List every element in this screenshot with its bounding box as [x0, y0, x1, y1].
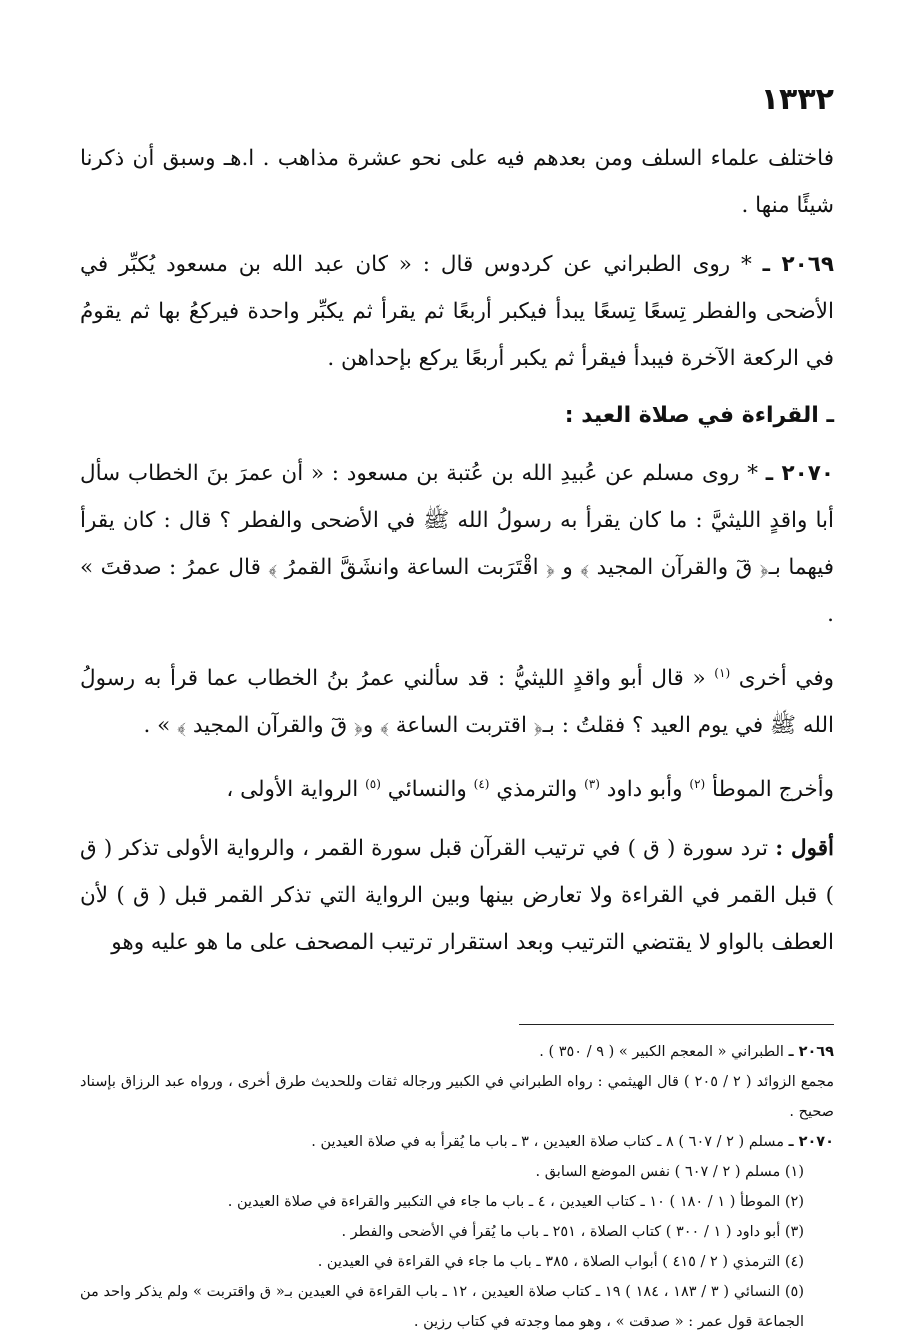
- footnote-4: (٤) الترمذي ( ٢ / ٤١٥ ) أبواب الصلاة ، ٣٨٥ ـ باب ما جاء في القراءة في العيدين .: [317, 1254, 804, 1271]
- footnote-ref-2: (٢): [689, 777, 706, 792]
- source-abu-dawud: وأبو داود: [606, 777, 683, 803]
- footnote-2070: [80, 1127, 834, 1157]
- footnote-number-2069: ٢٠٦٩ ـ: [788, 1044, 834, 1061]
- paragraph-commentary: [80, 825, 834, 966]
- paragraph-intro: فاختلف علماء السلف ومن بعدهم فيه على نحو عشرة مذاهب . ا.هـ وسبق أن ذكرنا شيئًا منها .: [80, 146, 834, 218]
- paragraph-hadith-2069: [80, 241, 834, 382]
- hadith-text-2069: * روى الطبراني عن كردوس قال : « كان عبد الله بن مسعود يُكبِّر في الأضحى والفطر تِسعًا تِسعًا يبدأ فيكبر أربعًا ثم يقرأ ثم يكبِّر واحدة فيركعُ بها ثم يقومُ في الركعة الآخرة فيبدأ فيقرأ ثم يكبر أربعًا يركع بإحداهن .: [80, 252, 834, 371]
- footnote-ref-1: (١): [714, 666, 731, 680]
- footnote-2069: [80, 1037, 834, 1067]
- commentary-text: ترد سورة ( ق ) في ترتيب القرآن قبل سورة القمر ، والرواية الأولى تذكر ( ق ) قبل القمر في القراءة ولا تعارض بينها وبين الرواية التي تذكر القمر قبل ( ق ) لأن العطف بالواو لا يقتضي الترتيب وبعد استقرار ترتيب المصحف على ما هو عليه وهو: [80, 836, 834, 956]
- footnote-number-2070: ٢٠٧٠ ـ: [788, 1134, 834, 1151]
- paragraph-another-narration: [80, 650, 834, 749]
- footnote-text-2069: الطبراني « المعجم الكبير » ( ٩ / ٣٥٠ ) .: [539, 1044, 784, 1061]
- footnote-ref-5: (٥): [365, 777, 381, 792]
- footnote-2: (٢) الموطأ ( ١ / ١٨٠ ) ١٠ ـ كتاب العيدين ، ٤ ـ باب ما جاء في التكبير والقراءة في صلاة العيدين .: [227, 1194, 804, 1211]
- footnote-majma: مجمع الزوائد ( ٢ / ٢٠٥ ) قال الهيثمي : رواه الطبراني في الكبير ورجاله ثقات وللحديث طرق أخرى ، ورواه عبد الرزاق بإسناد صحيح .: [80, 1074, 835, 1121]
- section-heading: ـ القراءة في صلاة العيد :: [564, 403, 834, 428]
- source-nasai: والنسائي: [387, 777, 467, 803]
- narration-text: « قال أبو واقدٍ الليثيُّ : قد سألني عمرُ بنُ الخطاب عما قرأ به رسولُ الله ﷺ في يوم العيد ؟ فقلتُ : بـ﴿ اقتربت الساعة ﴾ و﴿ قٓ والقرآن المجيد ﴾ » .: [80, 666, 834, 739]
- footnotes: [80, 1037, 834, 1337]
- paragraph-hadith-2070: [80, 450, 834, 638]
- source-conclusion: الرواية الأولى ،: [226, 777, 359, 803]
- footnote-3: (٣) أبو داود ( ١ / ٣٠٠ ) كتاب الصلاة ، ٢٥١ ـ باب ما يُقرأ في الأضحى والفطر .: [341, 1224, 804, 1241]
- source-tirmidhi: والترمذي: [496, 777, 578, 803]
- hadith-number-2069: ٢٠٦٩ ـ: [762, 252, 835, 277]
- footnote-ref-4: (٤): [473, 777, 490, 792]
- paragraph-sources: [80, 761, 834, 813]
- footnote-ref-3: (٣): [584, 777, 600, 792]
- hadith-text-2070: * روى مسلم عن عُبيدِ الله بن عُتبة بن مسعود : « أن عمرَ بنَ الخطاب سأل أبا واقدٍ الليثيَّ : ما كان يقرأ به رسولُ الله ﷺ في الأضحى والفطر ؟ قال : كان يقرأ فيهما بـ﴿ قٓ والقرآن المجيد ﴾ و ﴿ اقْتَرَبت الساعة وانشَقَّ القمرُ ﴾ قال عمرُ : صدقتَ » .: [80, 461, 834, 627]
- source-muwatta: وأخرج الموطأ: [712, 777, 834, 803]
- page-number: ١٣٣٢: [760, 82, 834, 117]
- narration-lead: وفي أخرى: [738, 666, 834, 692]
- footnote-1: (١) مسلم ( ٢ / ٦٠٧ ) نفس الموضع السابق .: [535, 1164, 804, 1181]
- footnote-text-2070: مسلم ( ٢ / ٦٠٧ ) ٨ ـ كتاب صلاة العيدين ، ٣ ـ باب ما يُقرأ به في صلاة العيدين .: [311, 1134, 784, 1151]
- hadith-number-2070: ٢٠٧٠ ـ: [765, 461, 834, 486]
- commentary-lead: أقول :: [775, 836, 834, 862]
- footnote-divider: [519, 1024, 834, 1025]
- footnote-5: (٥) النسائي ( ٣ / ١٨٣ ، ١٨٤ ) ١٩ ـ كتاب صلاة العيدين ، ١٢ ـ باب القراءة في العيدين بـ« ق واقتربت » ولم يذكر واحد من الجماعة قول عمر : « صدقت » ، وهو مما وجدته في كتاب رزين .: [80, 1284, 804, 1331]
